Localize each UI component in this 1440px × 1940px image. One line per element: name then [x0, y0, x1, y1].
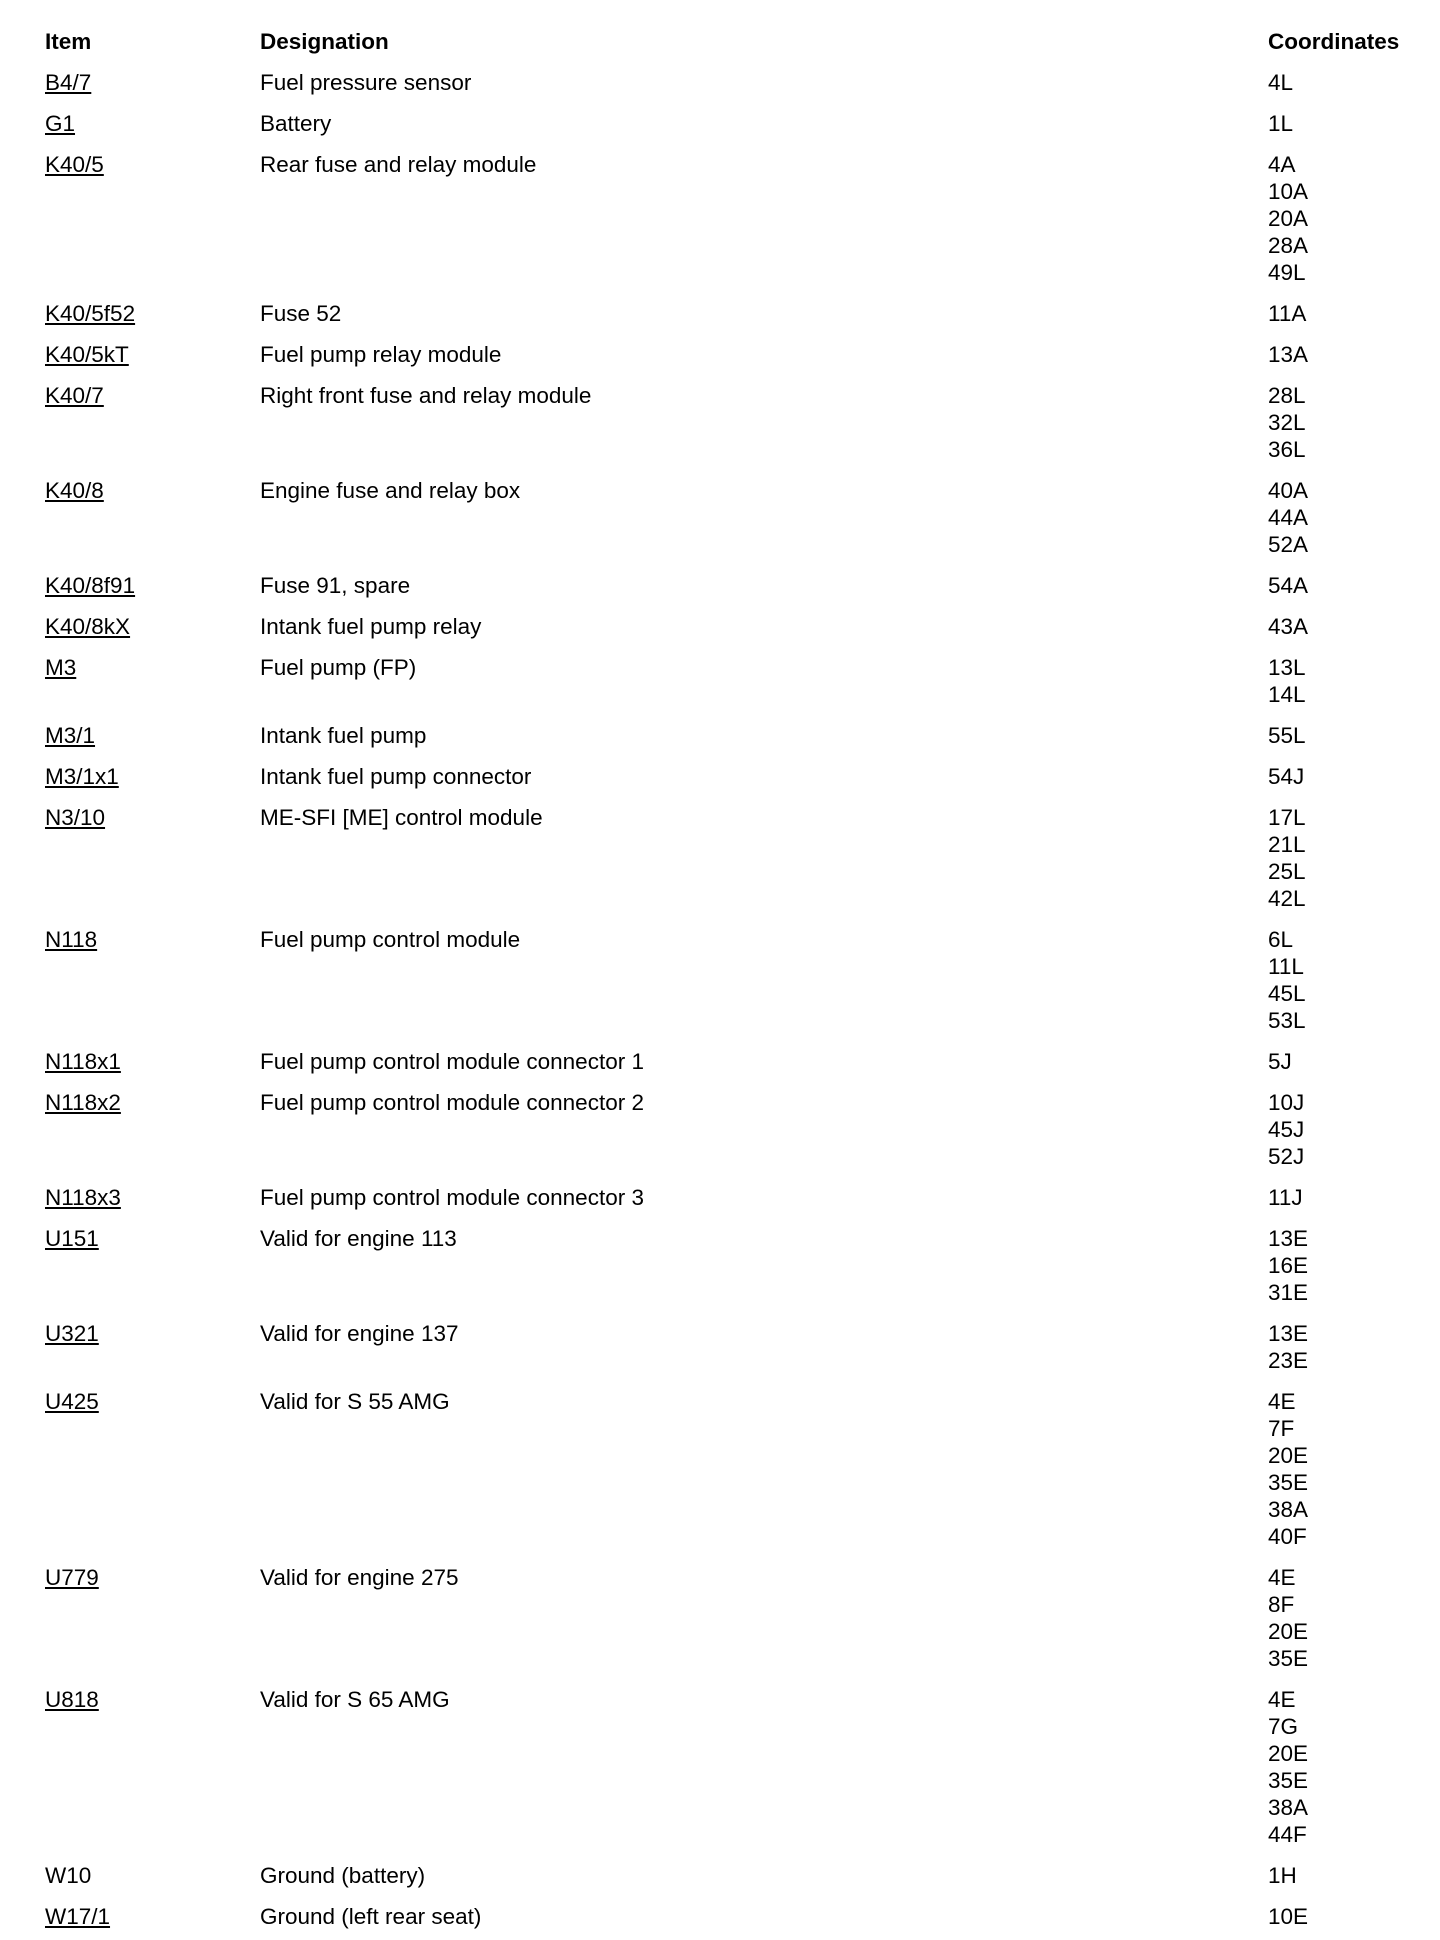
designation: Battery — [260, 111, 332, 136]
coordinate: 28A — [1268, 233, 1309, 258]
item-code-link[interactable]: G1 — [45, 111, 76, 136]
coordinate: 52J — [1268, 1144, 1305, 1169]
coordinate: 1H — [1268, 1863, 1297, 1888]
coordinate: 16E — [1268, 1253, 1309, 1278]
coordinate: 17L — [1268, 805, 1306, 830]
coordinate: 13E — [1268, 1321, 1309, 1346]
coordinate: 42L — [1268, 886, 1306, 911]
designation: Fuel pump (FP) — [260, 655, 417, 680]
coordinate: 43A — [1268, 614, 1309, 639]
item-code-link[interactable]: U425 — [45, 1389, 99, 1414]
coordinate: 7F — [1268, 1416, 1295, 1441]
item-code-link[interactable]: M3/1x1 — [45, 764, 119, 789]
coordinates-list — [1268, 654, 1306, 708]
coordinate: 45J — [1268, 1117, 1305, 1142]
coordinates-list — [1268, 1686, 1308, 1848]
coordinate: 54A — [1268, 573, 1309, 598]
header-coordinates: Coordinates — [1268, 29, 1400, 54]
item-code-link[interactable]: N118x1 — [45, 1049, 121, 1074]
coordinate: 20E — [1268, 1443, 1309, 1468]
coordinate: 40F — [1268, 1524, 1307, 1549]
item-code-link[interactable]: U818 — [45, 1687, 99, 1712]
coordinate: 23E — [1268, 1348, 1309, 1373]
coordinates-list — [1268, 477, 1308, 558]
designation: Valid for engine 113 — [260, 1226, 457, 1251]
item-code-link[interactable]: K40/8kX — [45, 614, 131, 639]
coordinate: 44A — [1268, 505, 1309, 530]
item-code-link[interactable]: N118 — [45, 927, 98, 952]
designation: Fuel pump control module — [260, 927, 521, 952]
designation: Ground (left rear seat) — [260, 1904, 482, 1929]
coordinate: 11A — [1268, 301, 1307, 326]
coordinates-list — [1268, 1089, 1304, 1170]
item-code-link[interactable]: U151 — [45, 1226, 99, 1251]
coordinates-list — [1268, 1225, 1308, 1306]
designation: Right front fuse and relay module — [260, 383, 592, 408]
coordinates-list — [1268, 300, 1306, 327]
coordinate: 53L — [1268, 1008, 1306, 1033]
coordinates-list — [1268, 69, 1293, 96]
coordinate: 28L — [1268, 383, 1306, 408]
designation: Valid for S 65 AMG — [260, 1687, 450, 1712]
designation: Ground (battery) — [260, 1863, 426, 1888]
coordinate: 5J — [1268, 1049, 1292, 1074]
coordinates-list — [1268, 382, 1306, 463]
item-code-link[interactable]: N3/10 — [45, 805, 106, 830]
coordinates-list — [1268, 613, 1308, 640]
coordinates-list — [1268, 1903, 1308, 1930]
item-code-link[interactable]: K40/7 — [45, 383, 104, 408]
designation: ME-SFI [ME] control module — [260, 805, 543, 830]
designation: Fuel pump relay module — [260, 342, 502, 367]
coordinate: 4L — [1268, 70, 1294, 95]
coordinates-list — [1268, 110, 1293, 137]
item-code-link[interactable]: B4/7 — [45, 70, 92, 95]
coordinate: 4E — [1268, 1687, 1296, 1712]
designation: Engine fuse and relay box — [260, 478, 521, 503]
coordinates-list — [1268, 926, 1306, 1034]
designation: Fuel pump control module connector 1 — [260, 1049, 644, 1074]
item-code-link[interactable]: N118x2 — [45, 1090, 121, 1115]
coordinate: 4A — [1268, 152, 1296, 177]
coordinates-list — [1268, 1564, 1308, 1672]
item-code-link[interactable]: K40/8f91 — [45, 573, 136, 598]
designation: Intank fuel pump relay — [260, 614, 482, 639]
coordinates-list — [1268, 1320, 1308, 1374]
coordinate: 11J — [1268, 1185, 1303, 1210]
coordinate: 4E — [1268, 1565, 1296, 1590]
coordinate: 8F — [1268, 1592, 1295, 1617]
coordinate: 13E — [1268, 1226, 1309, 1251]
coordinate: 38A — [1268, 1497, 1309, 1522]
designation: Intank fuel pump connector — [260, 764, 532, 789]
header-designation: Designation — [260, 29, 389, 54]
coordinates-list — [1268, 341, 1308, 368]
item-code-link[interactable]: N118x3 — [45, 1185, 121, 1210]
designation: Intank fuel pump — [260, 723, 427, 748]
coordinate: 55L — [1268, 723, 1306, 748]
coordinate: 44F — [1268, 1822, 1307, 1847]
coordinate: 10E — [1268, 1904, 1309, 1929]
coordinate: 32L — [1268, 410, 1306, 435]
coordinate: 7G — [1268, 1714, 1299, 1739]
coordinates-list — [1268, 1048, 1292, 1075]
coordinate: 45L — [1268, 981, 1306, 1006]
coordinate: 20E — [1268, 1619, 1309, 1644]
item-code-link[interactable]: K40/8 — [45, 478, 104, 503]
coordinate: 13A — [1268, 342, 1309, 367]
designation: Fuel pump control module connector 2 — [260, 1090, 644, 1115]
coordinate: 49L — [1268, 260, 1306, 285]
coordinate: 6L — [1268, 927, 1294, 952]
item-code-link[interactable]: U779 — [45, 1565, 99, 1590]
header-item: Item — [45, 29, 92, 54]
coordinate: 20A — [1268, 206, 1309, 231]
coordinate: 14L — [1268, 682, 1306, 707]
designation: Rear fuse and relay module — [260, 152, 537, 177]
designation: Fuse 52 — [260, 301, 342, 326]
coordinate: 38A — [1268, 1795, 1309, 1820]
coordinate: 4E — [1268, 1389, 1296, 1414]
item-code-link[interactable]: K40/5 — [45, 152, 104, 177]
coordinates-list — [1268, 1388, 1308, 1550]
coordinate: 35E — [1268, 1646, 1309, 1671]
item-code-link[interactable]: K40/5f52 — [45, 301, 136, 326]
designation: Valid for engine 275 — [260, 1565, 459, 1590]
coordinate: 35E — [1268, 1470, 1309, 1495]
designation: Valid for engine 137 — [260, 1321, 459, 1346]
coordinate: 25L — [1268, 859, 1306, 884]
item-code: W10 — [45, 1863, 92, 1888]
coordinates-list — [1268, 572, 1308, 599]
designation: Fuel pump control module connector 3 — [260, 1185, 644, 1210]
item-code-link[interactable]: M3 — [45, 655, 77, 680]
coordinate: 21L — [1268, 832, 1306, 857]
item-code-link[interactable]: W17/1 — [45, 1904, 111, 1929]
coordinate: 31E — [1268, 1280, 1309, 1305]
coordinate: 35E — [1268, 1768, 1309, 1793]
designation: Fuel pressure sensor — [260, 70, 472, 95]
coordinate: 11L — [1268, 954, 1304, 979]
coordinates-list — [1268, 722, 1306, 749]
coordinates-list — [1268, 1184, 1303, 1211]
coordinates-list — [1268, 1862, 1297, 1889]
designation: Fuse 91, spare — [260, 573, 411, 598]
designation: Valid for S 55 AMG — [260, 1389, 450, 1414]
item-code-link[interactable]: M3/1 — [45, 723, 96, 748]
coordinate: 1L — [1268, 111, 1294, 136]
item-code-link[interactable]: K40/5kT — [45, 342, 129, 367]
item-code-link[interactable]: U321 — [45, 1321, 99, 1346]
coordinate: 36L — [1268, 437, 1306, 462]
coordinates-list — [1268, 151, 1308, 286]
coordinate: 10J — [1268, 1090, 1305, 1115]
coordinate: 20E — [1268, 1741, 1309, 1766]
coordinate: 13L — [1268, 655, 1306, 680]
coordinate: 54J — [1268, 764, 1305, 789]
coordinates-list — [1268, 763, 1304, 790]
coordinate: 40A — [1268, 478, 1309, 503]
coordinate: 10A — [1268, 179, 1309, 204]
coordinate: 52A — [1268, 532, 1309, 557]
coordinates-list — [1268, 804, 1306, 912]
